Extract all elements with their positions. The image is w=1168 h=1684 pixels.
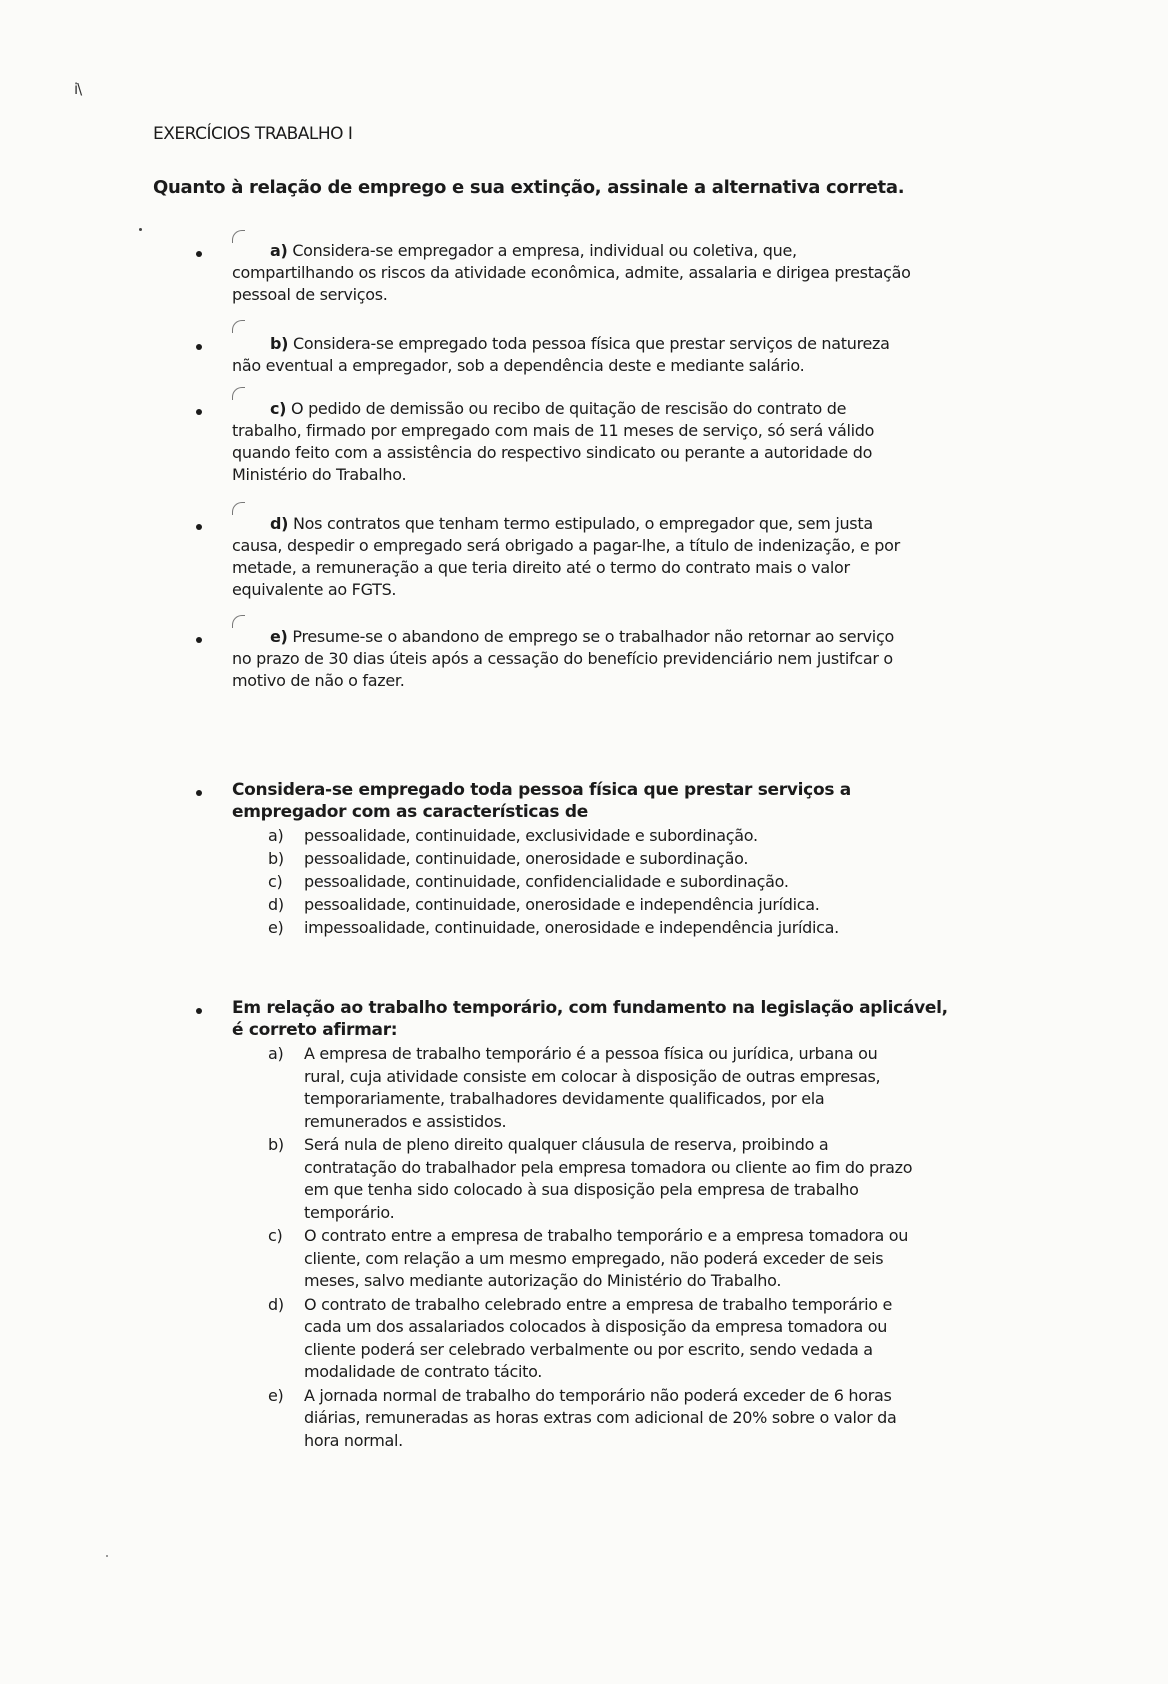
option-line: O contrato entre a empresa de trabalho temporário e a empresa tomadora ou [304, 1226, 909, 1245]
option-line: Considera-se empregado toda pessoa física que prestar serviços de natureza [292, 334, 890, 353]
question-3-option-d[interactable] [268, 1294, 1018, 1384]
option-line: cada um dos assalariados colocados à disposição da empresa tomadora ou [304, 1317, 888, 1336]
option-line: causa, despedir o empregado será obrigado a pagar-lhe, a título de indenização, e por [232, 536, 900, 555]
option-line: não eventual a empregador, sob a dependência deste e mediante salário. [232, 356, 805, 375]
option-line: Considera-se empregador a empresa, individual ou coletiva, que, [292, 241, 797, 260]
bullet-icon [196, 251, 202, 257]
option-line: Ministério do Trabalho. [232, 465, 407, 484]
option-letter: a) [268, 826, 284, 845]
question-2-options [268, 824, 1018, 939]
option-line: temporariamente, trabalhadores devidamente qualificados, por ela [304, 1089, 825, 1108]
bullet-icon [196, 1008, 202, 1014]
bullet-icon [196, 637, 202, 643]
option-line: O contrato de trabalho celebrado entre a empresa de trabalho temporário e [304, 1294, 893, 1314]
option-line: equivalente ao FGTS. [232, 580, 397, 599]
option-line: remunerados e assistidos. [304, 1111, 507, 1131]
option-text: pessoalidade, continuidade, onerosidade e subordinação. [304, 849, 749, 868]
question-3-option-b[interactable] [268, 1134, 1018, 1224]
option-line: motivo de não o fazer. [232, 671, 405, 690]
option-letter: c) [268, 872, 283, 891]
heading-line: Em relação ao trabalho temporário, com fundamento na legislação aplicável, [232, 998, 948, 1018]
question-3-option-a[interactable] [268, 1043, 1018, 1133]
document-title: EXERCÍCIOS TRABALHO I [153, 124, 353, 144]
question-1-option-c[interactable] [232, 398, 1012, 486]
option-text: pessoalidade, continuidade, onerosidade e independência jurídica. [304, 895, 820, 914]
option-line: A empresa de trabalho temporário é a pessoa física ou jurídica, urbana ou [304, 1044, 878, 1063]
question-2-option-b[interactable] [268, 847, 1018, 870]
option-line: diárias, remuneradas as horas extras com adicional de 20% sobre o valor da [304, 1408, 897, 1427]
option-line: pessoal de serviços. [232, 285, 388, 304]
question-2-option-d[interactable] [268, 893, 1018, 916]
option-line: temporário. [304, 1202, 395, 1222]
question-3-options [268, 1043, 1018, 1453]
option-line: metade, a remuneração a que teria direito até o termo do contrato mais o valor [232, 558, 850, 577]
option-letter: d) [270, 514, 289, 533]
option-text: impessoalidade, continuidade, onerosidade e independência jurídica. [304, 918, 839, 937]
question-1-option-a[interactable] [232, 240, 1012, 306]
option-line: contratação do trabalhador pela empresa tomadora ou cliente ao fim do prazo [304, 1157, 913, 1177]
option-line: rural, cuja atividade consiste em colocar à disposição de outras empresas, [304, 1066, 881, 1086]
option-letter: e) [268, 1385, 284, 1405]
question-2-option-c[interactable] [268, 870, 1018, 893]
bullet-icon [196, 409, 202, 415]
option-line: modalidade de contrato tácito. [304, 1362, 543, 1381]
radio-icon[interactable] [232, 320, 245, 333]
option-letter: e) [268, 918, 284, 937]
bullet-icon [196, 790, 202, 796]
option-line: trabalho, firmado por empregado com mais de 11 meses de serviço, só será válido [232, 421, 875, 440]
question-2-heading [232, 779, 1022, 823]
option-line: no prazo de 30 dias úteis após a cessação do benefício previdenciário nem justifcar o [232, 649, 893, 668]
option-line: meses, salvo mediante autorização do Ministério do Trabalho. [304, 1271, 782, 1290]
heading-line: Considera-se empregado toda pessoa física que prestar serviços a [232, 780, 851, 800]
bullet-icon [196, 344, 202, 350]
stray-dot-mark [139, 228, 142, 231]
option-letter: e) [270, 627, 288, 646]
question-1-option-b[interactable] [232, 333, 1012, 377]
question-2-option-a[interactable] [268, 824, 1018, 847]
question-1-heading: Quanto à relação de emprego e sua extinção, assinale a alternativa correta. [153, 177, 905, 198]
option-letter: d) [268, 1294, 284, 1314]
option-letter: a) [270, 241, 288, 260]
option-text: pessoalidade, continuidade, exclusividade e subordinação. [304, 826, 758, 845]
heading-line: é correto afirmar: [232, 1020, 398, 1040]
option-letter: a) [268, 1044, 284, 1063]
option-line: O pedido de demissão ou recibo de quitação de rescisão do contrato de [291, 399, 847, 418]
question-3-option-c[interactable] [268, 1225, 1018, 1293]
heading-line: empregador com as características de [232, 802, 588, 822]
option-line: Presume-se o abandono de emprego se o trabalhador não retornar ao serviço [292, 627, 894, 646]
option-letter: b) [268, 849, 284, 868]
option-line: cliente, com relação a um mesmo empregado, não poderá exceder de seis [304, 1248, 884, 1268]
question-3-option-e[interactable] [268, 1385, 1018, 1453]
option-letter: c) [270, 399, 287, 418]
scan-speck [106, 1555, 108, 1557]
corner-mark: i\ [74, 80, 82, 98]
option-letter: b) [268, 1135, 284, 1154]
question-1-option-e[interactable] [232, 626, 1012, 692]
question-2-option-e[interactable] [268, 916, 1018, 939]
option-line: compartilhando os riscos da atividade econômica, admite, assalaria e dirigea prestação [232, 263, 911, 282]
question-1-option-d[interactable] [232, 513, 1012, 601]
option-letter: b) [270, 334, 289, 353]
option-line: A jornada normal de trabalho do temporário não poderá exceder de 6 horas [304, 1385, 892, 1405]
option-line: em que tenha sido colocado à sua disposição pela empresa de trabalho [304, 1180, 859, 1199]
option-line: hora normal. [304, 1430, 403, 1450]
option-line: Será nula de pleno direito qualquer cláusula de reserva, proibindo a [304, 1135, 829, 1154]
option-line: Nos contratos que tenham termo estipulado, o empregador que, sem justa [292, 514, 873, 533]
option-letter: c) [268, 1226, 283, 1245]
option-letter: d) [268, 895, 284, 914]
option-text: pessoalidade, continuidade, confidencialidade e subordinação. [304, 872, 789, 891]
option-line: cliente poderá ser celebrado verbalmente ou por escrito, sendo vedada a [304, 1339, 873, 1359]
bullet-icon [196, 524, 202, 530]
option-line: quando feito com a assistência do respectivo sindicato ou perante a autoridade do [232, 443, 873, 462]
question-3-heading [232, 997, 1022, 1041]
